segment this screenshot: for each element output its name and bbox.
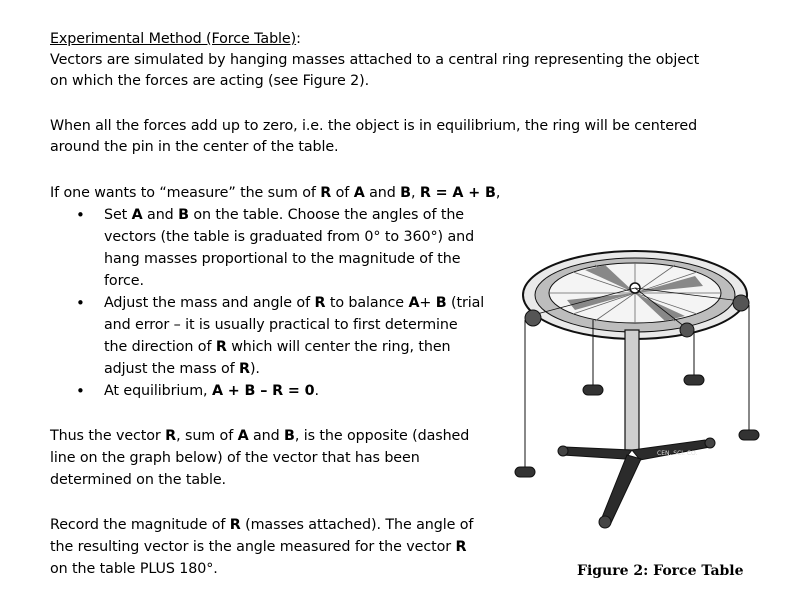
intro-line-2: on which the forces are acting (see Figure 2). — [50, 73, 370, 89]
equation: A + B – R = 0 — [211, 383, 315, 399]
equation: R = A + B — [419, 185, 496, 201]
vector-b: B — [400, 185, 411, 201]
vector-b: B — [435, 295, 447, 311]
hanging-mass — [684, 375, 704, 385]
text: Record the magnitude of — [50, 517, 230, 533]
vector-r: R — [455, 539, 467, 555]
bullet2-line3 — [104, 337, 451, 358]
bullet-dot: • — [76, 382, 85, 400]
hanging-mass — [583, 385, 603, 395]
bullet2-line4 — [104, 359, 260, 380]
bullet1-line1 — [104, 205, 464, 226]
force-table-illustration — [505, 215, 770, 550]
vector-r: R — [165, 428, 177, 444]
vector-b: B — [284, 428, 295, 444]
bullet1-line3: hang masses proportional to the magnitude of the — [104, 251, 461, 267]
base-label: CEN. SCI. CO. — [657, 450, 698, 457]
bullet2-line1 — [104, 293, 484, 314]
text: and — [142, 207, 179, 223]
text: If one wants to “measure” the sum of — [50, 185, 321, 201]
vector-r: R — [229, 517, 241, 533]
text: Thus the vector — [50, 428, 166, 444]
text: At equilibrium, — [104, 383, 212, 399]
text: , sum of — [176, 428, 238, 444]
intro-line-1: Vectors are simulated by hanging masses attached to a central ring representing the object — [50, 52, 700, 68]
thus-line3: determined on the table. — [50, 472, 226, 488]
text: and — [248, 428, 285, 444]
text: to balance — [325, 295, 409, 311]
thus-line1 — [50, 426, 469, 447]
vector-r: R — [314, 295, 326, 311]
bullet2-line2: and error – it is usually practical to first determine — [104, 317, 458, 333]
text: , is the opposite (dashed — [294, 428, 470, 444]
table-post — [625, 330, 639, 450]
text: . — [314, 383, 319, 399]
measure-intro — [50, 183, 500, 204]
heading-title: Experimental Method (Force Table) — [50, 31, 297, 47]
text: on the table. Choose the angles of the — [188, 207, 464, 223]
text: adjust the mass of — [104, 361, 240, 377]
base-leg — [563, 447, 632, 459]
bullet3-line1 — [104, 381, 319, 402]
bullet1-line4: force. — [104, 273, 144, 289]
pulley — [525, 310, 541, 326]
vector-a: A — [408, 295, 420, 311]
record-line1 — [50, 515, 473, 536]
record-line3: on the table PLUS 180°. — [50, 561, 218, 577]
text: + — [419, 295, 436, 311]
text: , — [410, 185, 420, 201]
equilibrium-line-1: When all the forces add up to zero, i.e. the object is in equilibrium, the ring will be centered — [50, 118, 698, 134]
vector-r: R — [239, 361, 250, 377]
text: the resulting vector is the angle measured for the vector — [50, 539, 456, 555]
base-leg — [601, 455, 641, 523]
text: , — [495, 185, 501, 201]
vector-r: R — [215, 339, 227, 355]
text: ). — [249, 361, 260, 377]
vector-a: A — [131, 207, 143, 223]
text: of — [331, 185, 354, 201]
thus-line2: line on the graph below) of the vector that has been — [50, 450, 420, 466]
text: which will center the ring, then — [226, 339, 451, 355]
text: and — [364, 185, 401, 201]
vector-a: A — [353, 185, 365, 201]
figure-caption: Figure 2: Force Table — [577, 563, 744, 579]
vector-b: B — [178, 207, 189, 223]
text: (masses attached). The angle of — [240, 517, 474, 533]
bullet1-line2: vectors (the table is graduated from 0° to 360°) and — [104, 229, 475, 245]
force-table-drawing — [515, 251, 759, 528]
pulley — [680, 323, 694, 337]
hanging-mass — [739, 430, 759, 440]
bullet-dot: • — [76, 294, 85, 312]
section-heading — [50, 29, 301, 50]
text: Set — [104, 207, 132, 223]
record-line2 — [50, 537, 466, 558]
text: the direction of — [104, 339, 216, 355]
heading-colon: : — [296, 31, 301, 47]
hanging-mass — [515, 467, 535, 477]
vector-a: A — [237, 428, 249, 444]
text: (trial — [446, 295, 485, 311]
text: Adjust the mass and angle of — [104, 295, 315, 311]
pulley — [733, 295, 749, 311]
vector-r: R — [320, 185, 332, 201]
bullet-dot: • — [76, 206, 85, 224]
equilibrium-line-2: around the pin in the center of the table. — [50, 139, 339, 155]
